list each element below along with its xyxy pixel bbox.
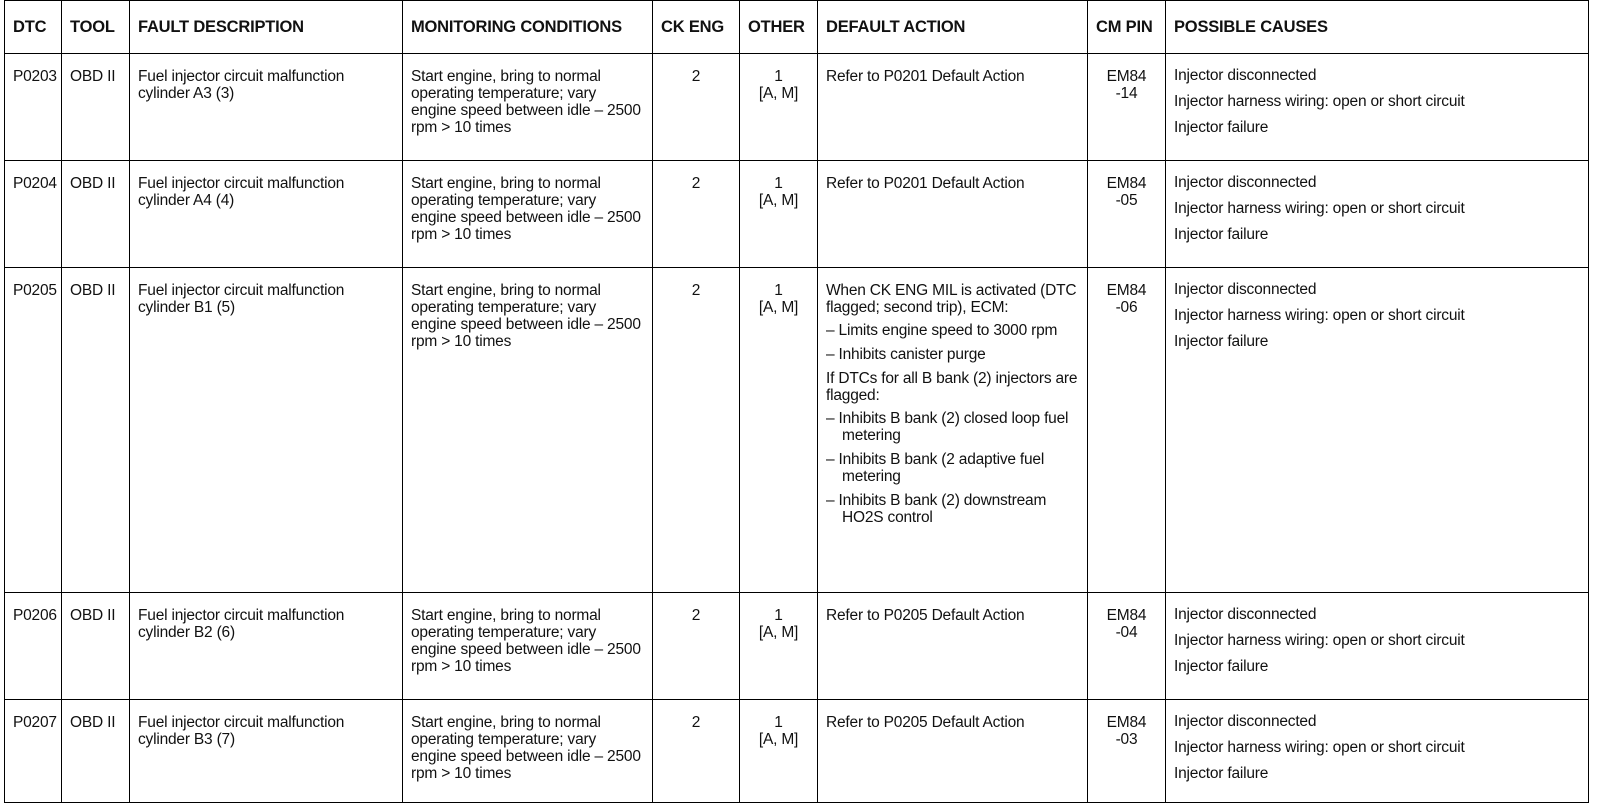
default-action-item: – Limits engine speed to 3000 rpm	[826, 322, 1058, 339]
possible-causes	[1166, 161, 1589, 268]
other-codes: [A, M]	[758, 731, 799, 748]
possible-causes	[1166, 700, 1589, 803]
cause-item: Injector disconnected	[1174, 281, 1317, 298]
cause-item: Injector disconnected	[1174, 67, 1317, 84]
default-action: Refer to P0205 Default Action	[818, 593, 1088, 700]
possible-causes	[1166, 54, 1589, 161]
cm-pin-number: -06	[1115, 299, 1138, 316]
header-default-action: DEFAULT ACTION	[818, 1, 1088, 54]
cause-item: Injector disconnected	[1174, 713, 1317, 730]
header-other: OTHER	[740, 1, 818, 54]
header-ck-eng: CK ENG	[653, 1, 740, 54]
cause-item: Injector failure	[1174, 658, 1269, 675]
cm-pin-cell	[1088, 161, 1166, 268]
tool-cell: OBD II	[62, 54, 130, 161]
other-codes: [A, M]	[758, 624, 799, 641]
header-possible-causes: POSSIBLE CAUSES	[1166, 1, 1589, 54]
cm-pin-cell	[1088, 268, 1166, 593]
dtc-code: P0206	[5, 593, 62, 700]
default-action-item: – Inhibits canister purge	[826, 346, 986, 363]
header-dtc: DTC	[5, 1, 62, 54]
other-value: 1	[774, 282, 783, 299]
other-cell	[740, 700, 818, 803]
ck-eng-value: 2	[653, 161, 740, 268]
ck-eng-value: 2	[653, 54, 740, 161]
fault-description: Fuel injector circuit malfunction cylinder B1 (5)	[130, 268, 403, 593]
default-action: Refer to P0201 Default Action	[818, 161, 1088, 268]
other-cell	[740, 161, 818, 268]
header-cm-pin: CM PIN	[1088, 1, 1166, 54]
default-action-item: – Inhibits B bank (2) closed loop fuel metering	[826, 410, 1069, 444]
cause-item: Injector harness wiring: open or short circuit	[1174, 307, 1465, 324]
other-codes: [A, M]	[758, 85, 799, 102]
dtc-code: P0207	[5, 700, 62, 803]
tool-cell: OBD II	[62, 700, 130, 803]
other-value: 1	[774, 607, 783, 624]
other-codes: [A, M]	[758, 299, 799, 316]
ck-eng-value: 2	[653, 700, 740, 803]
dtc-code: P0204	[5, 161, 62, 268]
dtc-table	[4, 0, 1589, 803]
default-action-condition: If DTCs for all B bank (2) injectors are flagged:	[826, 370, 1078, 404]
cause-item: Injector failure	[1174, 119, 1269, 136]
dtc-code: P0205	[5, 268, 62, 593]
cm-pin-cell	[1088, 593, 1166, 700]
cm-pin-number: -03	[1115, 731, 1138, 748]
table-row	[5, 161, 1589, 268]
monitoring-conditions: Start engine, bring to normal operating temperature; vary engine speed between idle – 2500 rpm > 10 times	[403, 268, 653, 593]
cm-pin-connector: EM84	[1106, 68, 1147, 85]
cm-pin-number: -05	[1115, 192, 1138, 209]
cause-item: Injector failure	[1174, 333, 1269, 350]
cm-pin-connector: EM84	[1106, 607, 1147, 624]
cause-item: Injector harness wiring: open or short circuit	[1174, 739, 1465, 756]
cause-item: Injector harness wiring: open or short circuit	[1174, 93, 1465, 110]
cm-pin-number: -04	[1115, 624, 1138, 641]
other-value: 1	[774, 175, 783, 192]
ck-eng-value: 2	[653, 593, 740, 700]
table-row	[5, 593, 1589, 700]
table-row	[5, 268, 1589, 593]
default-action: Refer to P0205 Default Action	[818, 700, 1088, 803]
fault-description: Fuel injector circuit malfunction cylinder A3 (3)	[130, 54, 403, 161]
default-action-intro: When CK ENG MIL is activated (DTC flagged; second trip), ECM:	[826, 282, 1077, 316]
cm-pin-connector: EM84	[1106, 714, 1147, 731]
tool-cell: OBD II	[62, 593, 130, 700]
ck-eng-value: 2	[653, 268, 740, 593]
monitoring-conditions: Start engine, bring to normal operating temperature; vary engine speed between idle – 2500 rpm > 10 times	[403, 700, 653, 803]
possible-causes	[1166, 268, 1589, 593]
header-row	[5, 1, 1589, 54]
cm-pin-connector: EM84	[1106, 175, 1147, 192]
other-value: 1	[774, 68, 783, 85]
other-cell	[740, 268, 818, 593]
fault-description: Fuel injector circuit malfunction cylinder A4 (4)	[130, 161, 403, 268]
other-codes: [A, M]	[758, 192, 799, 209]
table-row	[5, 54, 1589, 161]
table-row	[5, 700, 1589, 803]
cause-item: Injector disconnected	[1174, 606, 1317, 623]
possible-causes	[1166, 593, 1589, 700]
other-cell	[740, 54, 818, 161]
cm-pin-cell	[1088, 700, 1166, 803]
fault-description: Fuel injector circuit malfunction cylinder B2 (6)	[130, 593, 403, 700]
default-action-item: – Inhibits B bank (2 adaptive fuel metering	[826, 451, 1045, 485]
cm-pin-number: -14	[1115, 85, 1138, 102]
default-action	[818, 268, 1088, 593]
monitoring-conditions: Start engine, bring to normal operating temperature; vary engine speed between idle – 2500 rpm > 10 times	[403, 54, 653, 161]
header-monitoring-conditions: MONITORING CONDITIONS	[403, 1, 653, 54]
cause-item: Injector harness wiring: open or short circuit	[1174, 200, 1465, 217]
default-action-item: – Inhibits B bank (2) downstream HO2S control	[826, 492, 1047, 526]
tool-cell: OBD II	[62, 268, 130, 593]
tool-cell: OBD II	[62, 161, 130, 268]
cause-item: Injector disconnected	[1174, 174, 1317, 191]
cause-item: Injector failure	[1174, 765, 1269, 782]
monitoring-conditions: Start engine, bring to normal operating temperature; vary engine speed between idle – 2500 rpm > 10 times	[403, 593, 653, 700]
cause-item: Injector failure	[1174, 226, 1269, 243]
other-value: 1	[774, 714, 783, 731]
cause-item: Injector harness wiring: open or short circuit	[1174, 632, 1465, 649]
header-fault-description: FAULT DESCRIPTION	[130, 1, 403, 54]
cm-pin-cell	[1088, 54, 1166, 161]
default-action: Refer to P0201 Default Action	[818, 54, 1088, 161]
other-cell	[740, 593, 818, 700]
header-tool: TOOL	[62, 1, 130, 54]
monitoring-conditions: Start engine, bring to normal operating temperature; vary engine speed between idle – 2500 rpm > 10 times	[403, 161, 653, 268]
dtc-code: P0203	[5, 54, 62, 161]
fault-description: Fuel injector circuit malfunction cylinder B3 (7)	[130, 700, 403, 803]
cm-pin-connector: EM84	[1106, 282, 1147, 299]
